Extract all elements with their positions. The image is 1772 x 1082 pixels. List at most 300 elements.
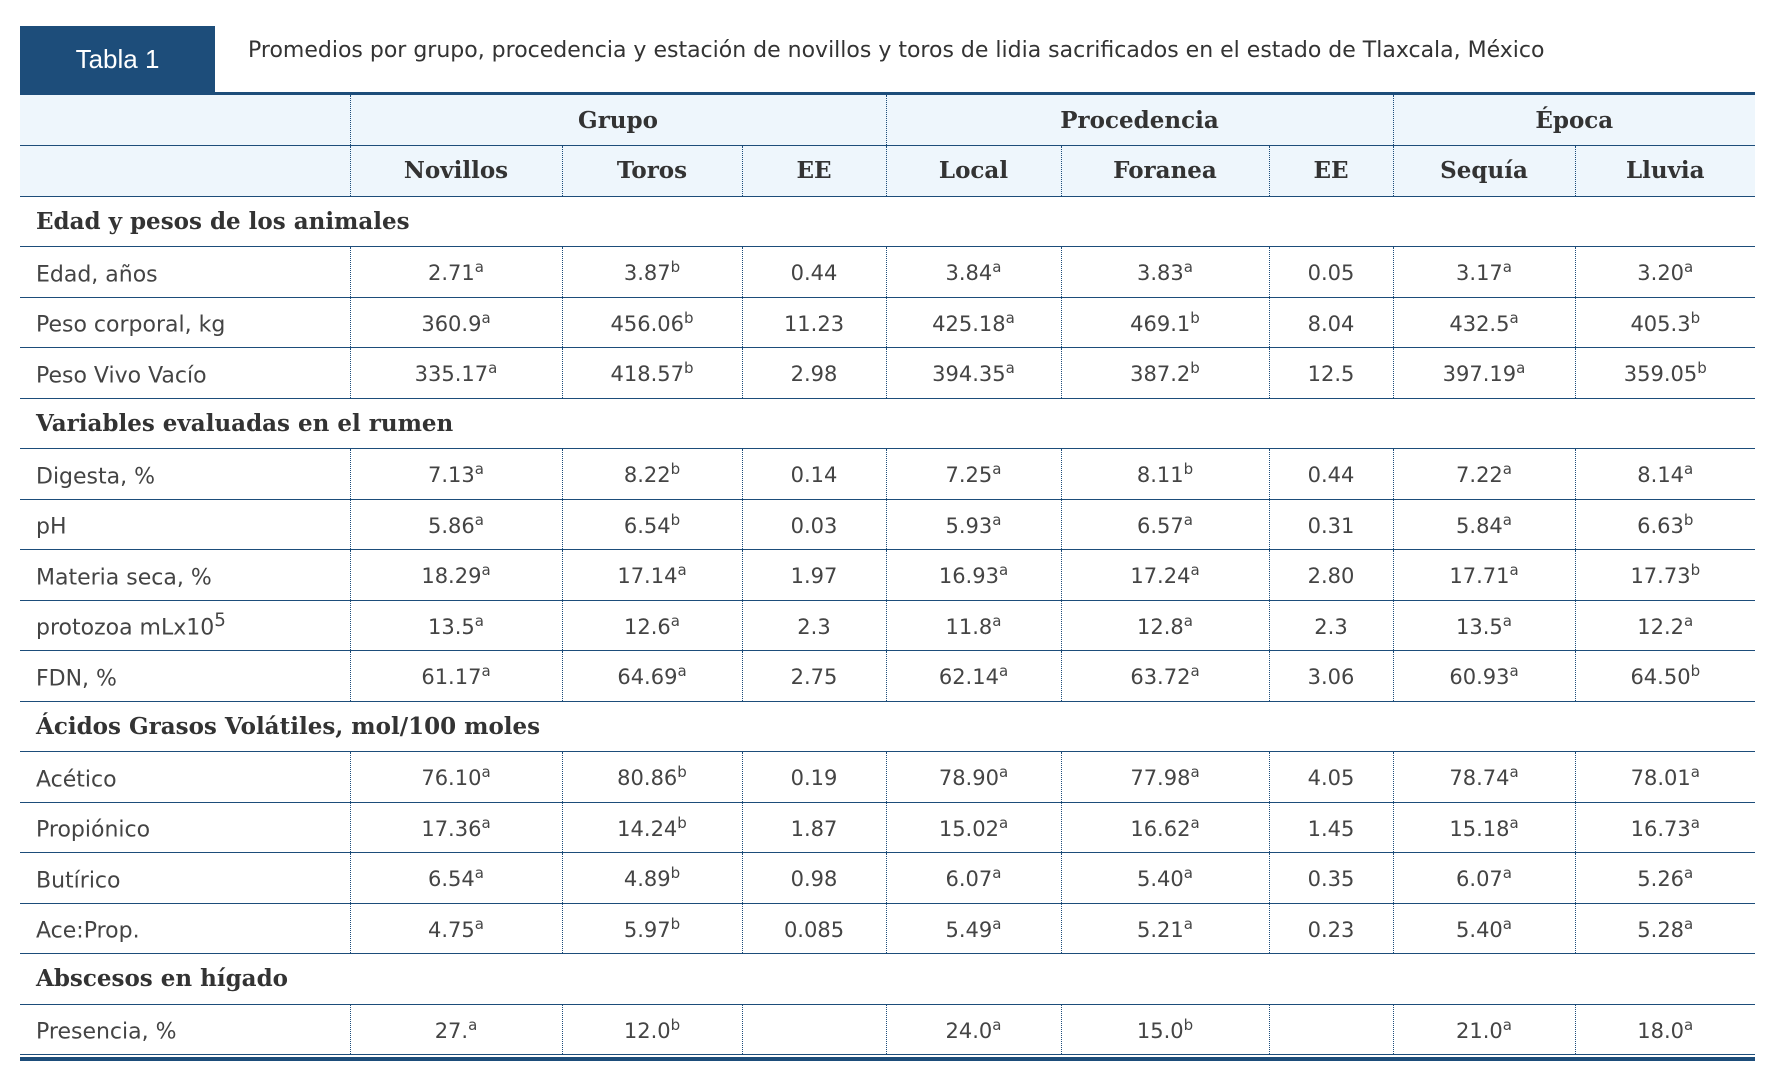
cell-value: 405.3 xyxy=(1630,311,1691,336)
cell-value: 5.86 xyxy=(428,513,475,538)
significance-letter: a xyxy=(992,510,1002,529)
table-cell xyxy=(886,499,1061,550)
cell-value: 6.63 xyxy=(1637,513,1684,538)
column-header-row xyxy=(20,146,1755,197)
cell-value: 3.87 xyxy=(623,261,671,286)
cell-value: 1.45 xyxy=(1307,816,1355,841)
significance-letter: b xyxy=(1190,359,1200,378)
column-header: Local xyxy=(886,146,1061,197)
column-header: Lluvia xyxy=(1575,146,1755,197)
table-cell xyxy=(1575,802,1755,853)
cell-value: 469.1 xyxy=(1130,311,1191,336)
significance-letter: a xyxy=(1684,460,1694,479)
table-cell xyxy=(1575,903,1755,954)
cell-value: 18.29 xyxy=(421,564,482,589)
table-cell xyxy=(1575,297,1755,348)
significance-letter: a xyxy=(992,611,1002,630)
row-label-text: Edad, años xyxy=(36,261,158,287)
significance-letter: a xyxy=(1502,258,1512,277)
table-cell xyxy=(1575,752,1755,803)
significance-letter: a xyxy=(1684,611,1694,630)
significance-letter: a xyxy=(992,864,1002,883)
cell-value: 6.54 xyxy=(428,867,475,892)
cell-value: 77.98 xyxy=(1130,766,1191,791)
table-cell xyxy=(1393,853,1575,904)
table-cell xyxy=(742,752,886,803)
table-cell xyxy=(1269,853,1393,904)
significance-letter: a xyxy=(474,258,484,277)
data-table xyxy=(20,95,1755,1055)
column-header: Sequía xyxy=(1393,146,1575,197)
table-cell xyxy=(886,247,1061,298)
cell-value: 61.17 xyxy=(421,665,482,690)
significance-letter: b xyxy=(670,510,681,529)
cell-value: 3.83 xyxy=(1137,261,1184,286)
table-cell xyxy=(350,903,562,954)
cell-value: 17.14 xyxy=(617,564,678,589)
cell-value: 6.07 xyxy=(945,867,993,892)
significance-letter: b xyxy=(670,914,681,933)
significance-letter: a xyxy=(474,460,484,479)
table-cell xyxy=(350,853,562,904)
cell-value: 335.17 xyxy=(414,362,489,387)
significance-letter: a xyxy=(1502,914,1512,933)
cell-value: 12.5 xyxy=(1307,362,1355,387)
row-label-superscript: 5 xyxy=(214,610,226,632)
significance-letter: a xyxy=(474,864,484,883)
table-cell xyxy=(1269,752,1393,803)
significance-letter: a xyxy=(1684,914,1694,933)
cell-value: 7.13 xyxy=(428,463,475,488)
table-cell xyxy=(1061,752,1269,803)
significance-letter: b xyxy=(1690,662,1701,681)
cell-value: 0.14 xyxy=(790,463,838,488)
significance-letter: b xyxy=(1697,359,1707,378)
row-label xyxy=(20,247,350,298)
table-cell xyxy=(1269,600,1393,651)
significance-letter: a xyxy=(998,763,1009,782)
significance-letter: a xyxy=(998,561,1009,580)
significance-letter: a xyxy=(481,308,491,327)
column-header: EE xyxy=(1269,146,1393,197)
cell-value: 394.35 xyxy=(932,362,1006,387)
cell-value: 2.80 xyxy=(1307,564,1355,589)
table-cell xyxy=(562,297,742,348)
significance-letter: a xyxy=(1005,308,1015,327)
significance-letter: a xyxy=(1509,763,1519,782)
table-row xyxy=(20,600,1755,651)
row-label xyxy=(20,297,350,348)
table-cell xyxy=(350,449,562,500)
table-cell xyxy=(562,752,742,803)
cell-value: 387.2 xyxy=(1130,362,1191,387)
row-label-text: protozoa mLx10 xyxy=(36,615,215,641)
cell-value: 24.0 xyxy=(945,1018,993,1043)
table-cell xyxy=(1393,802,1575,853)
table-cell xyxy=(1269,297,1393,348)
significance-letter: a xyxy=(992,460,1002,479)
significance-letter: a xyxy=(1516,359,1526,378)
cell-value: 80.86 xyxy=(617,766,678,791)
significance-letter: a xyxy=(1190,813,1200,832)
cell-value: 18.0 xyxy=(1637,1018,1685,1043)
row-label xyxy=(20,550,350,601)
cell-value: 6.57 xyxy=(1137,513,1184,538)
significance-letter: a xyxy=(1684,864,1694,883)
significance-letter: a xyxy=(677,662,687,681)
table-row xyxy=(20,297,1755,348)
cell-value: 2.3 xyxy=(797,614,831,639)
table-cell xyxy=(742,499,886,550)
table-cell xyxy=(1061,1004,1269,1055)
cell-value: 78.01 xyxy=(1630,766,1691,791)
table-cell xyxy=(1393,247,1575,298)
table-cell xyxy=(886,752,1061,803)
table-cell xyxy=(1575,449,1755,500)
cell-value: 0.98 xyxy=(790,867,838,892)
row-label-text: Propiónico xyxy=(36,817,151,843)
table-cell xyxy=(1061,802,1269,853)
cell-value: 2.75 xyxy=(790,665,838,690)
cell-value: 16.62 xyxy=(1130,816,1191,841)
table-cell xyxy=(1575,499,1755,550)
header-blank xyxy=(20,95,350,146)
cell-value: 27. xyxy=(434,1018,469,1043)
significance-letter: a xyxy=(1684,258,1694,277)
significance-letter: a xyxy=(1502,864,1512,883)
table-cell xyxy=(1269,802,1393,853)
table-cell xyxy=(1061,600,1269,651)
cell-value: 1.97 xyxy=(790,564,838,589)
cell-value: 0.03 xyxy=(790,513,838,538)
cell-value: 12.8 xyxy=(1137,614,1184,639)
significance-letter: b xyxy=(670,460,681,479)
significance-letter: a xyxy=(474,914,484,933)
group-header-grupo: Grupo xyxy=(350,95,886,146)
significance-letter: a xyxy=(474,510,484,529)
row-label-text: Acético xyxy=(36,766,117,792)
table-cell xyxy=(742,600,886,651)
significance-letter: b xyxy=(1183,1015,1194,1034)
significance-letter: a xyxy=(1502,611,1512,630)
significance-letter: b xyxy=(1683,510,1694,529)
section-title: Abscesos en hígado xyxy=(36,965,288,993)
table-cell xyxy=(350,752,562,803)
significance-letter: a xyxy=(1183,864,1193,883)
table-cell xyxy=(886,853,1061,904)
table-cell xyxy=(1061,651,1269,702)
row-label-text: Ace:Prop. xyxy=(36,918,140,944)
cell-value: 62.14 xyxy=(938,665,999,690)
cell-value: 78.90 xyxy=(938,766,999,791)
significance-letter: a xyxy=(1509,308,1519,327)
significance-letter: a xyxy=(998,813,1009,832)
table-cell xyxy=(350,499,562,550)
cell-value: 6.54 xyxy=(623,513,671,538)
table-cell xyxy=(562,1004,742,1055)
cell-value: 8.11 xyxy=(1136,463,1184,488)
group-header-epoca: Época xyxy=(1393,95,1755,146)
cell-value: 8.14 xyxy=(1637,463,1685,488)
significance-letter: a xyxy=(1502,510,1512,529)
cell-value: 12.6 xyxy=(624,614,671,639)
significance-letter: b xyxy=(670,864,681,883)
table-cell xyxy=(1061,499,1269,550)
cell-value: 2.98 xyxy=(790,362,838,387)
table-cell xyxy=(1575,600,1755,651)
significance-letter: a xyxy=(992,914,1002,933)
table-cell xyxy=(350,550,562,601)
table-cell xyxy=(742,297,886,348)
cell-value: 5.21 xyxy=(1137,917,1184,942)
cell-value: 359.05 xyxy=(1623,362,1698,387)
significance-letter: a xyxy=(1190,763,1200,782)
table-cell xyxy=(886,297,1061,348)
cell-value: 17.73 xyxy=(1630,564,1691,589)
cell-value: 13.5 xyxy=(1456,614,1503,639)
cell-value: 17.24 xyxy=(1130,564,1191,589)
cell-value: 15.0 xyxy=(1136,1018,1184,1043)
table-cell xyxy=(350,348,562,399)
table-cell xyxy=(1393,651,1575,702)
table-cell xyxy=(350,247,562,298)
cell-value: 16.73 xyxy=(1630,816,1691,841)
significance-letter: a xyxy=(1502,1015,1512,1034)
significance-letter: a xyxy=(1190,662,1200,681)
significance-letter: a xyxy=(481,561,491,580)
significance-letter: a xyxy=(670,611,680,630)
row-label-text: Materia seca, % xyxy=(36,564,212,590)
bottom-rule xyxy=(20,1057,1755,1061)
table-row xyxy=(20,752,1755,803)
cell-value: 1.87 xyxy=(790,816,838,841)
table-cell xyxy=(1269,651,1393,702)
row-label xyxy=(20,600,350,651)
significance-letter: a xyxy=(468,1015,478,1034)
table-cell xyxy=(1061,550,1269,601)
significance-letter: b xyxy=(677,763,687,782)
cell-value: 7.25 xyxy=(945,463,993,488)
table-cell xyxy=(742,802,886,853)
section-title: Variables evaluadas en el rumen xyxy=(36,409,454,437)
table-cell xyxy=(1575,348,1755,399)
table-cell xyxy=(562,499,742,550)
row-label xyxy=(20,1004,350,1055)
table-cell xyxy=(1061,348,1269,399)
cell-value: 8.22 xyxy=(623,463,671,488)
header-blank xyxy=(20,146,350,197)
cell-value: 6.07 xyxy=(1456,867,1503,892)
table-cell xyxy=(1061,449,1269,500)
table-cell xyxy=(1393,499,1575,550)
row-label-text: FDN, % xyxy=(36,665,117,691)
cell-value: 64.50 xyxy=(1630,665,1691,690)
cell-value: 5.26 xyxy=(1637,867,1685,892)
cell-value: 5.40 xyxy=(1137,867,1184,892)
table-cell xyxy=(886,550,1061,601)
table-cell xyxy=(886,903,1061,954)
table-cell xyxy=(562,600,742,651)
cell-value: 4.89 xyxy=(623,867,671,892)
cell-value: 76.10 xyxy=(421,766,482,791)
row-label-text: Presencia, % xyxy=(36,1019,177,1045)
cell-value: 0.31 xyxy=(1307,513,1355,538)
cell-value: 2.71 xyxy=(428,261,475,286)
table-cell xyxy=(350,297,562,348)
significance-letter: b xyxy=(670,258,681,277)
row-label-text: Peso Vivo Vacío xyxy=(36,362,207,388)
table-cell xyxy=(742,903,886,954)
table-cell xyxy=(562,247,742,298)
cell-value: 17.36 xyxy=(421,816,482,841)
table-cell xyxy=(1269,499,1393,550)
significance-letter: a xyxy=(1183,611,1193,630)
table-cell xyxy=(1061,853,1269,904)
table-cell xyxy=(1575,853,1755,904)
significance-letter: a xyxy=(992,1015,1002,1034)
cell-value: 8.04 xyxy=(1307,311,1355,336)
row-label xyxy=(20,802,350,853)
significance-letter: a xyxy=(481,662,491,681)
cell-value: 21.0 xyxy=(1456,1018,1503,1043)
table-cell xyxy=(1575,651,1755,702)
cell-value: 5.97 xyxy=(623,917,671,942)
table-row xyxy=(20,550,1755,601)
cell-value: 60.93 xyxy=(1449,665,1510,690)
cell-value: 360.9 xyxy=(421,311,482,336)
section-row xyxy=(20,954,1755,1005)
significance-letter: b xyxy=(683,359,694,378)
table-cell xyxy=(562,802,742,853)
table-cell xyxy=(350,600,562,651)
significance-letter: b xyxy=(677,813,687,832)
significance-letter: a xyxy=(1509,561,1519,580)
table-cell xyxy=(742,247,886,298)
cell-value: 15.02 xyxy=(938,816,999,841)
table-cell xyxy=(1061,297,1269,348)
cell-value: 11.23 xyxy=(783,311,845,336)
cell-value: 5.84 xyxy=(1456,513,1503,538)
table-cell xyxy=(350,1004,562,1055)
significance-letter: a xyxy=(488,359,498,378)
cell-value: 78.74 xyxy=(1449,766,1510,791)
cell-value: 16.93 xyxy=(938,564,999,589)
significance-letter: a xyxy=(1183,914,1193,933)
cell-value: 11.8 xyxy=(945,614,993,639)
cell-value: 17.71 xyxy=(1449,564,1510,589)
cell-value: 5.49 xyxy=(945,917,993,942)
table-cell xyxy=(1269,348,1393,399)
significance-letter: b xyxy=(1183,460,1194,479)
significance-letter: a xyxy=(1190,561,1200,580)
table-row xyxy=(20,802,1755,853)
significance-letter: a xyxy=(1005,359,1015,378)
cell-value: 63.72 xyxy=(1130,665,1191,690)
significance-letter: a xyxy=(1690,813,1700,832)
cell-value: 12.2 xyxy=(1637,614,1685,639)
cell-value: 425.18 xyxy=(932,311,1006,336)
significance-letter: b xyxy=(1690,561,1701,580)
table-cell xyxy=(1393,600,1575,651)
table-cell xyxy=(562,348,742,399)
table-cell xyxy=(886,802,1061,853)
cell-value: 3.06 xyxy=(1307,665,1355,690)
significance-letter: a xyxy=(998,662,1009,681)
cell-value: 7.22 xyxy=(1456,463,1503,488)
significance-letter: a xyxy=(481,763,491,782)
cell-value: 418.57 xyxy=(610,362,684,387)
significance-letter: b xyxy=(683,308,694,327)
table-cell xyxy=(742,651,886,702)
table-cell xyxy=(562,449,742,500)
section-row xyxy=(20,398,1755,449)
table-cell xyxy=(350,802,562,853)
cell-value: 15.18 xyxy=(1449,816,1510,841)
significance-letter: a xyxy=(992,258,1002,277)
cell-value: 0.085 xyxy=(783,917,845,942)
significance-letter: a xyxy=(677,561,687,580)
row-label-text: Butírico xyxy=(36,867,121,893)
significance-letter: b xyxy=(1690,308,1701,327)
column-header: EE xyxy=(742,146,886,197)
table-row xyxy=(20,348,1755,399)
table-cell xyxy=(562,550,742,601)
cell-value: 0.44 xyxy=(1307,463,1355,488)
table-cell xyxy=(1393,903,1575,954)
significance-letter: a xyxy=(481,813,491,832)
table-cell xyxy=(886,600,1061,651)
cell-value: 0.44 xyxy=(790,261,838,286)
table-cell xyxy=(562,903,742,954)
row-label xyxy=(20,348,350,399)
table-cell xyxy=(742,1004,886,1055)
table-cell xyxy=(742,348,886,399)
significance-letter: b xyxy=(670,1015,681,1034)
cell-value: 4.05 xyxy=(1307,766,1355,791)
row-label xyxy=(20,499,350,550)
row-label xyxy=(20,449,350,500)
significance-letter: a xyxy=(1509,662,1519,681)
significance-letter: a xyxy=(1183,258,1193,277)
column-header: Foranea xyxy=(1061,146,1269,197)
table-cell xyxy=(742,853,886,904)
cell-value: 0.35 xyxy=(1307,867,1355,892)
cell-value: 12.0 xyxy=(623,1018,671,1043)
cell-value: 5.93 xyxy=(945,513,993,538)
section-row xyxy=(20,196,1755,247)
column-header: Novillos xyxy=(350,146,562,197)
table-cell xyxy=(742,449,886,500)
table-cell xyxy=(1393,297,1575,348)
table-caption: Promedios por grupo, procedencia y estación de novillos y toros de lidia sacrificados en el estado de Tlaxcala, México xyxy=(248,38,1545,63)
row-label-text: Digesta, % xyxy=(36,463,156,489)
row-label-text: Peso corporal, kg xyxy=(36,312,226,338)
section-title: Edad y pesos de los animales xyxy=(36,207,410,235)
table-cell xyxy=(1269,903,1393,954)
table-row xyxy=(20,853,1755,904)
table-cell xyxy=(1393,348,1575,399)
table-cell xyxy=(562,853,742,904)
table-cell xyxy=(1269,247,1393,298)
table-row xyxy=(20,1004,1755,1055)
significance-letter: a xyxy=(1509,813,1519,832)
cell-value: 0.05 xyxy=(1307,261,1355,286)
cell-value: 0.19 xyxy=(790,766,838,791)
significance-letter: a xyxy=(1502,460,1512,479)
table-cell xyxy=(1061,247,1269,298)
table-cell xyxy=(886,348,1061,399)
significance-letter: a xyxy=(1690,763,1700,782)
